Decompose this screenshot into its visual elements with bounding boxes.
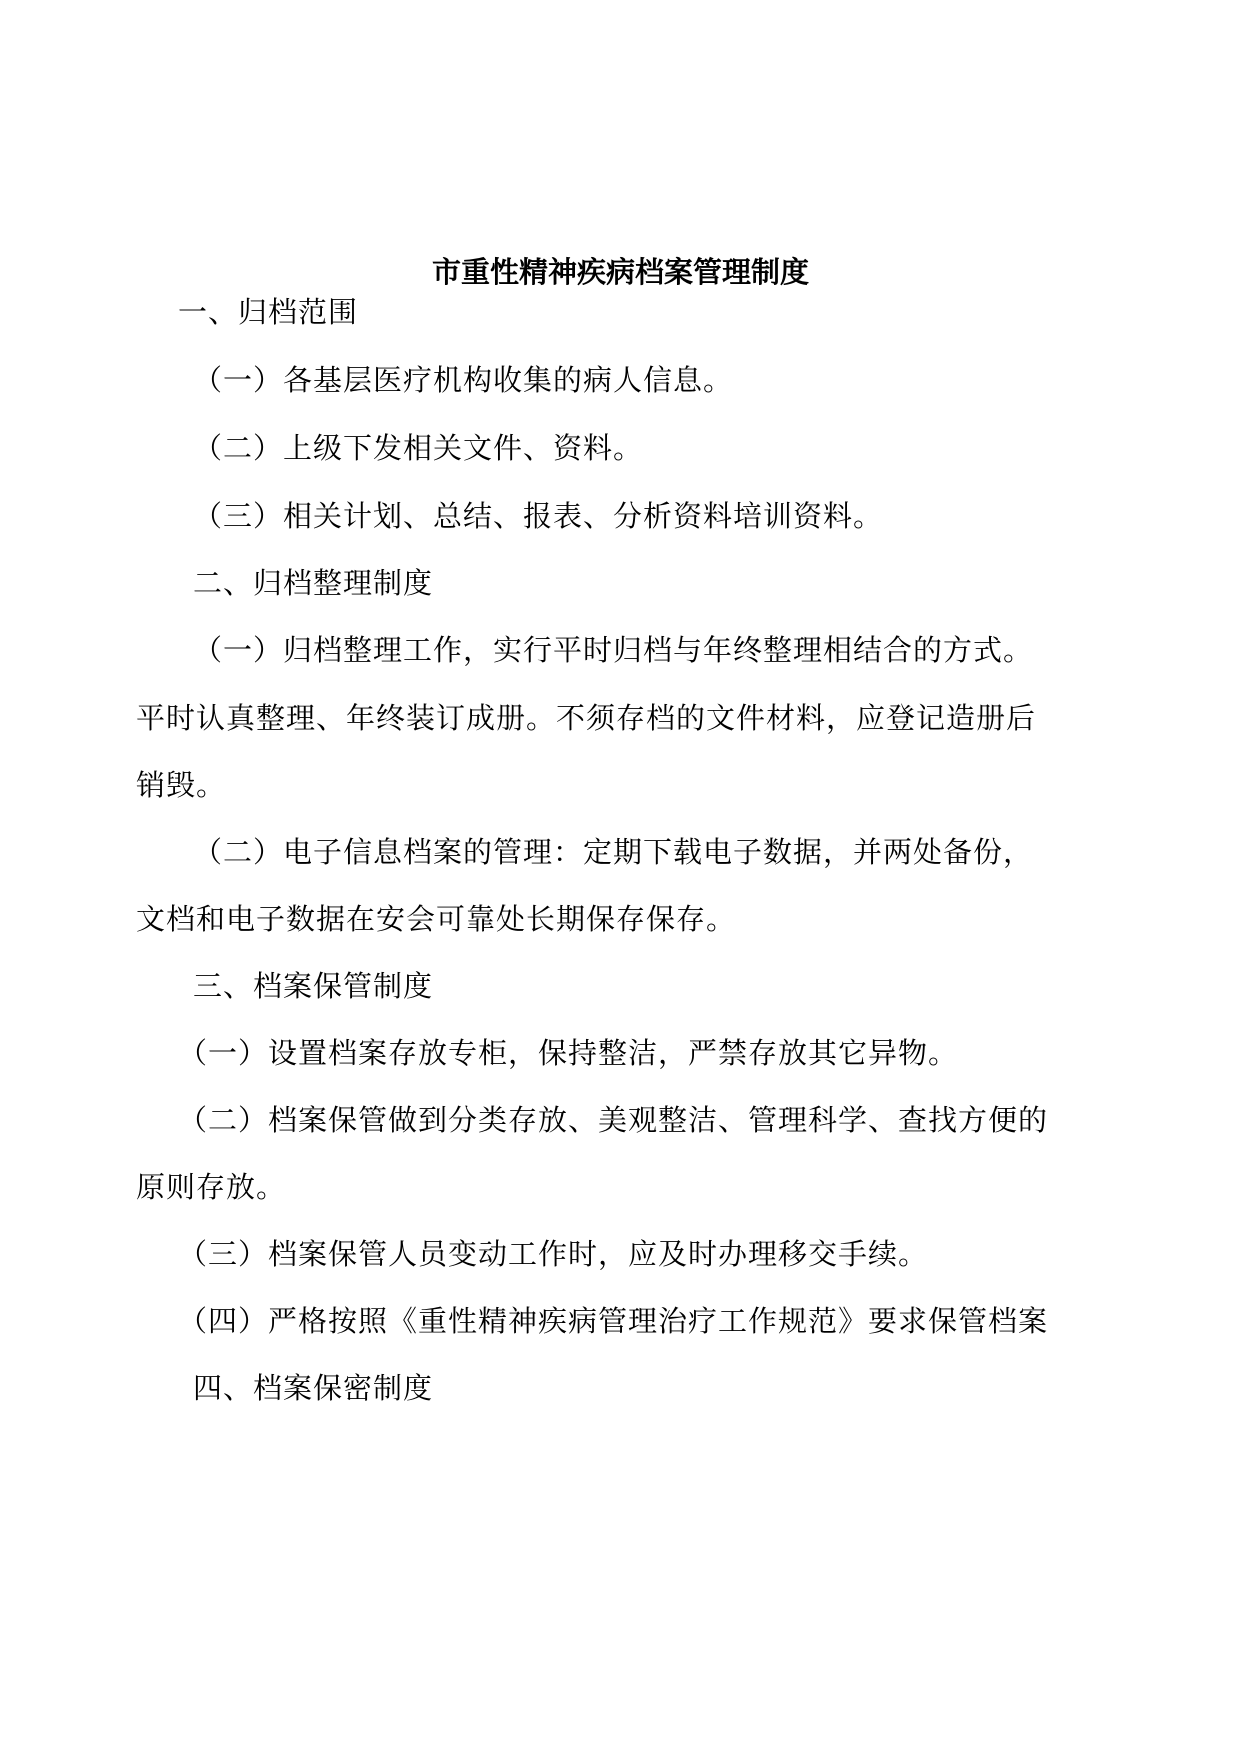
paragraph-line: （三）档案保管人员变动工作时，应及时办理移交手续。 [178, 1237, 929, 1271]
paragraph-line: （一）归档整理工作，实行平时归档与年终整理相结合的方式。 [193, 633, 1034, 667]
section-heading-3: 三、档案保管制度 [193, 969, 434, 1003]
paragraph-line: （一）设置档案存放专柜，保持整洁，严禁存放其它异物。 [178, 1036, 959, 1070]
paragraph-line: 文档和电子数据在安会可靠处长期保存保存。 [136, 902, 737, 936]
paragraph-line: （二）档案保管做到分类存放、美观整洁、管理科学、查找方便的 [178, 1103, 1049, 1137]
document-title: 市重性精神疾病档案管理制度 [431, 255, 809, 289]
section-heading-4: 四、档案保密制度 [193, 1371, 434, 1405]
paragraph-line: （三）相关计划、总结、报表、分析资料培训资料。 [193, 499, 884, 533]
paragraph-line: 原则存放。 [136, 1170, 287, 1204]
paragraph-line: 平时认真整理、年终装订成册。不须存档的文件材料，应登记造册后 [136, 701, 1037, 735]
section-heading-2: 二、归档整理制度 [193, 566, 434, 600]
paragraph-line: 销毁。 [136, 768, 227, 802]
paragraph-line: （四）严格按照《重性精神疾病管理治疗工作规范》要求保管档案 [178, 1304, 1049, 1338]
section-heading-1: 一、归档范围 [178, 295, 359, 329]
paragraph-line: （二）电子信息档案的管理：定期下载电子数据，并两处备份， [193, 835, 1034, 869]
paragraph-line: （二）上级下发相关文件、资料。 [193, 431, 644, 465]
paragraph-line: （一）各基层医疗机构收集的病人信息。 [193, 363, 734, 397]
